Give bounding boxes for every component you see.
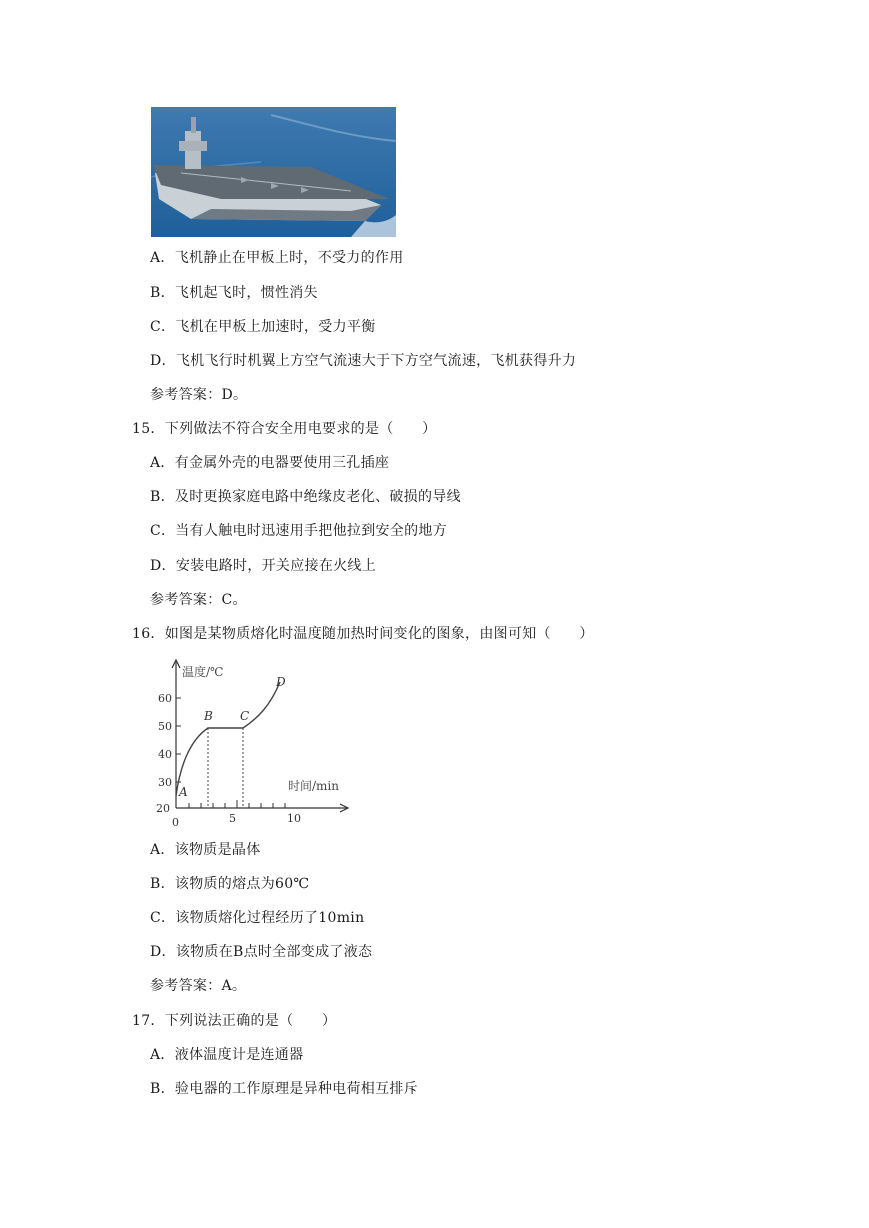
q14-option-d: D．飞机飞行时机翼上方空气流速大于下方空气流速，飞机获得升力 bbox=[150, 353, 577, 369]
point-c-label: C bbox=[240, 709, 250, 723]
q15-option-a: A．有金属外壳的电器要使用三孔插座 bbox=[150, 455, 390, 471]
q16-option-a: A．该物质是晶体 bbox=[150, 842, 261, 858]
q17-option-a: A．液体温度计是连通器 bbox=[150, 1047, 304, 1063]
y-tick-30: 30 bbox=[158, 776, 172, 789]
q16-option-d: D．该物质在B点时全部变成了液态 bbox=[150, 944, 373, 960]
point-b-label: B bbox=[204, 709, 213, 723]
x-tick-10: 10 bbox=[287, 812, 301, 825]
q16-option-b: B．该物质的熔点为60℃ bbox=[150, 876, 310, 892]
q15-option-c: C．当有人触电时迅速用手把他拉到安全的地方 bbox=[150, 523, 448, 539]
point-d-label: D bbox=[276, 675, 286, 689]
aircraft-carrier-photo bbox=[151, 107, 396, 237]
q15-stem: 15．下列做法不符合安全用电要求的是（ ） bbox=[132, 421, 437, 437]
q16-answer: 参考答案：A。 bbox=[150, 978, 247, 994]
q15-option-d: D．安装电路时，开关应接在火线上 bbox=[150, 558, 377, 574]
q15-answer: 参考答案：C。 bbox=[150, 592, 247, 608]
q14-answer: 参考答案：D。 bbox=[150, 387, 248, 403]
x-tick-0: 0 bbox=[172, 816, 179, 829]
melting-curve bbox=[176, 682, 280, 796]
y-tick-60: 60 bbox=[158, 692, 172, 705]
q17-stem: 17．下列说法正确的是（ ） bbox=[132, 1013, 337, 1029]
q15-option-b: B．及时更换家庭电路中绝缘皮老化、破损的导线 bbox=[150, 489, 461, 505]
q16-option-c: C．该物质熔化过程经历了10min bbox=[150, 910, 365, 926]
y-tick-50: 50 bbox=[158, 720, 172, 733]
q14-option-c: C．飞机在甲板上加速时，受力平衡 bbox=[150, 319, 376, 335]
q14-option-a: A．飞机静止在甲板上时，不受力的作用 bbox=[150, 250, 404, 266]
x-axis-label: 时间/min bbox=[288, 779, 339, 793]
y-tick-20: 20 bbox=[156, 802, 170, 815]
point-a-label: A bbox=[179, 785, 188, 799]
x-tick-5: 5 bbox=[229, 812, 236, 825]
q14-option-b: B．飞机起飞时，惯性消失 bbox=[150, 285, 318, 301]
melting-curve-graph bbox=[148, 656, 363, 831]
y-tick-40: 40 bbox=[158, 748, 172, 761]
q16-stem: 16．如图是某物质熔化时温度随加热时间变化的图象，由图可知（ ） bbox=[132, 626, 594, 642]
y-axis-label: 温度/℃ bbox=[182, 665, 224, 679]
q17-option-b: B．验电器的工作原理是异种电荷相互排斥 bbox=[150, 1081, 418, 1097]
